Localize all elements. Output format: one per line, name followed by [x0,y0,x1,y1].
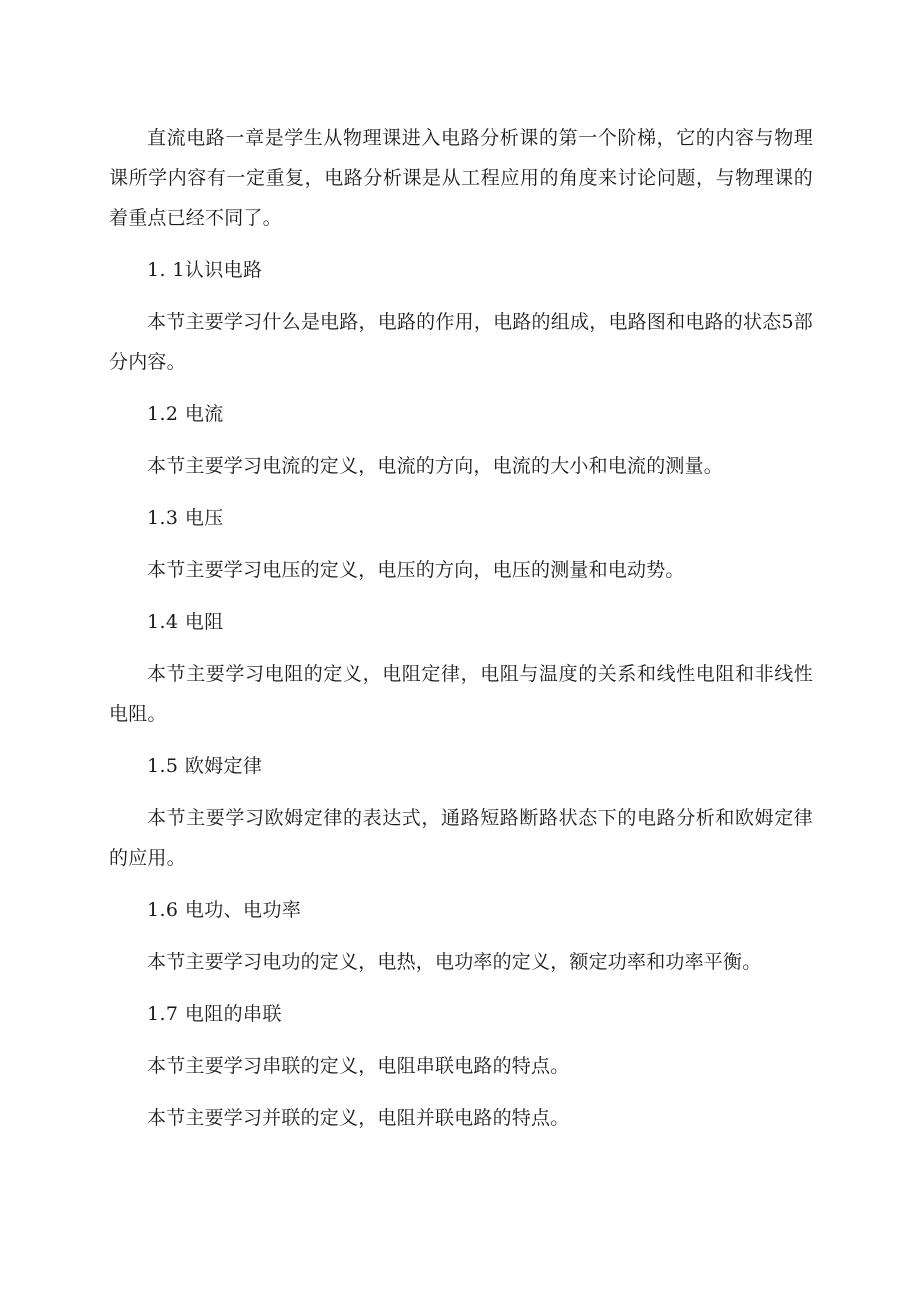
section-text-1-3: 本节主要学习电压的定义，电压的方向，电压的测量和电动势。 [147,559,685,581]
document-page [109,118,813,1150]
section-heading-1-6: 1.6 电功、电功率 [147,899,302,921]
section-heading-1-4: 1.4 电阻 [147,611,224,633]
section-text-1-4: 本节主要学习电阻的定义，电阻定律，电阻与温度的关系和线性电阻和非线性电阻。 [109,663,813,725]
section-heading-1-7: 1.7 电阻的串联 [147,1003,282,1025]
section-text-1-2: 本节主要学习电流的定义，电流的方向，电流的大小和电流的测量。 [147,455,724,477]
intro-paragraph: 直流电路一章是学生从物理课进入电路分析课的第一个阶梯，它的内容与物理课所学内容有一定重复，电路分析课是从工程应用的角度来讨论问题，与物理课的着重点已经不同了。 [109,127,813,229]
section-text-1-7: 本节主要学习串联的定义，电阻串联电路的特点。 [147,1055,570,1077]
closing-paragraph: 本节主要学习并联的定义，电阻并联电路的特点。 [147,1107,570,1129]
section-text-1-1: 本节主要学习什么是电路，电路的作用，电路的组成，电路图和电路的状态5部分内容。 [109,311,813,373]
section-heading-1-1: 1. 1认识电路 [147,259,263,281]
section-text-1-5: 本节主要学习欧姆定律的表达式，通路短路断路状态下的电路分析和欧姆定律的应用。 [109,807,813,869]
section-heading-1-2: 1.2 电流 [147,403,224,425]
section-text-1-6: 本节主要学习电功的定义，电热，电功率的定义，额定功率和功率平衡。 [147,951,762,973]
section-heading-1-5: 1.5 欧姆定律 [147,755,263,777]
section-heading-1-3: 1.3 电压 [147,507,224,529]
